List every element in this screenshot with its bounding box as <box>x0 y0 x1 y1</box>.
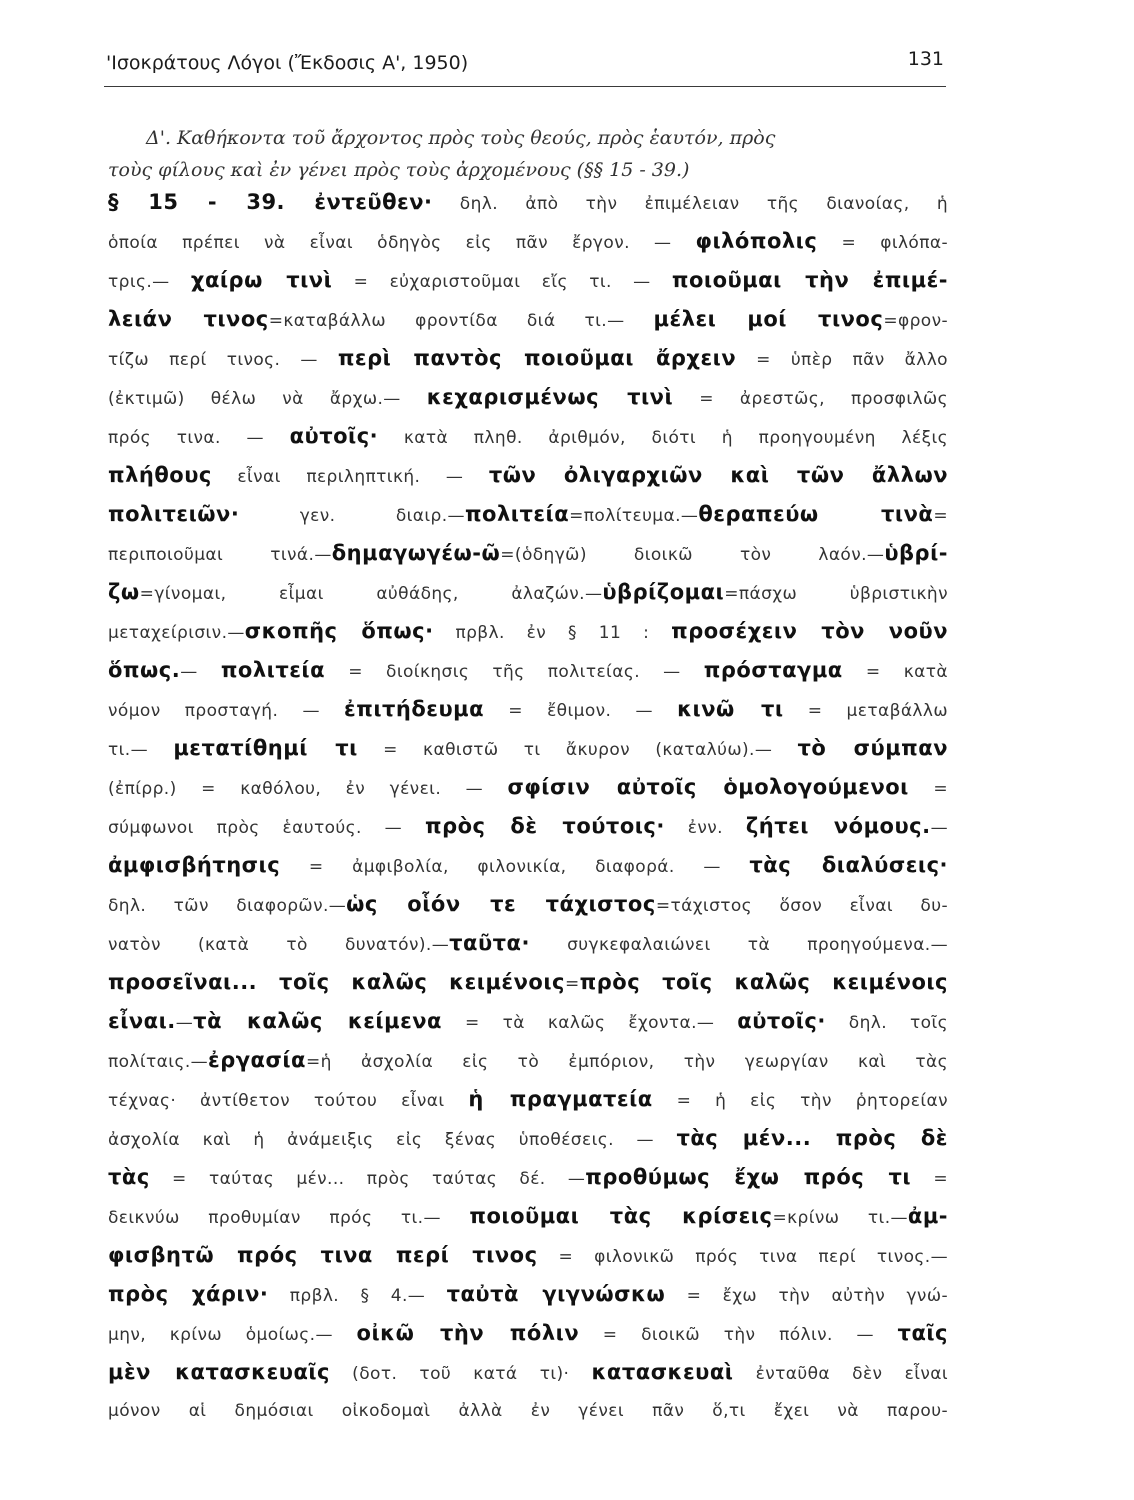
gloss-text: πρός τινα. — <box>108 428 290 448</box>
lemma-term: πρὸς τοῖς καλῶς κειμένοις <box>579 970 948 994</box>
gloss-text: εἶναι περιληπτική. — <box>211 467 489 487</box>
lemma-term: αὐτοῖς· <box>737 1009 826 1033</box>
gloss-text: = μεταβάλλω <box>783 701 948 721</box>
gloss-text: συγκεφαλαιώνει τὰ προηγούμενα.— <box>529 935 948 955</box>
lemma-term: προθύμως ἔχω πρός τι <box>585 1165 912 1189</box>
gloss-text: — <box>175 1013 194 1033</box>
lemma-term: ἐργασία <box>208 1048 306 1072</box>
text-line <box>108 1197 948 1236</box>
section-heading-line-2: τοὺς φίλους καὶ ἐν γένει πρὸς τοὺς ἀρχομένους (§§ 15 - 39.) <box>108 159 690 181</box>
lemma-term: μὲν κατασκευαῖς <box>108 1360 331 1384</box>
gloss-text: = ἀμφιβολία, φιλονικία, διαφορά. — <box>280 857 750 877</box>
lemma-term: σκοπῆς ὅπως· <box>244 619 434 643</box>
lemma-term: πλήθους <box>108 463 212 487</box>
gloss-text: (δοτ. τοῦ κατά τι)· <box>330 1364 592 1384</box>
lemma-term: μετατίθημί τι <box>173 736 358 760</box>
lemma-term: κινῶ τι <box>677 697 784 721</box>
lemma-term: ἀμφισβήτησις <box>108 853 281 877</box>
gloss-text: (ἐκτιμῶ) θέλω νὰ ἄρχω.— <box>108 389 427 409</box>
lemma-term: ὅπως. <box>108 658 181 682</box>
lemma-term: ταὐτὰ γιγνώσκω <box>446 1282 666 1306</box>
gloss-text: =φρον- <box>883 311 948 331</box>
lemma-term: ποιοῦμαι τὴν ἐπιμέ- <box>671 268 948 292</box>
gloss-text: ὁποία πρέπει νὰ εἶναι ὁδηγὸς εἰς πᾶν ἔργον. — <box>108 233 696 253</box>
header-rule <box>104 86 946 87</box>
lemma-term: προσεῖναι... τοῖς καλῶς κειμένοις <box>108 970 565 994</box>
lemma-term: τὰς διαλύσεις· <box>749 853 948 877</box>
section-heading-line-1: Δ'. Καθήκοντα τοῦ ἄρχοντος πρὸς τοὺς θεούς, πρὸς ἑαυτόν, πρὸς <box>146 127 776 149</box>
gloss-text: =(ὁδηγῶ) διοικῶ τὸν λαόν.— <box>500 545 885 565</box>
gloss-text: = <box>911 1169 948 1189</box>
text-line <box>108 1275 948 1314</box>
text-line <box>108 573 948 612</box>
text-line <box>108 729 948 768</box>
gloss-text: = φιλόπα- <box>817 233 949 253</box>
text-line <box>108 261 948 300</box>
gloss-text: τι.— <box>108 740 174 760</box>
text-line <box>108 1353 948 1392</box>
gloss-text: πρβλ. ἐν § 11 : <box>433 623 672 643</box>
gloss-text: = τὰ καλῶς ἔχοντα.— <box>442 1013 738 1033</box>
gloss-text: πρβλ. § 4.— <box>268 1286 447 1306</box>
lemma-term: λειάν τινος <box>108 307 269 331</box>
gloss-text: = <box>908 779 948 799</box>
gloss-text: περιποιοῦμαι τινά.— <box>108 545 332 565</box>
gloss-text: δηλ. τῶν διαφορῶν.— <box>108 896 347 916</box>
lemma-term: ὡς οἷόν τε τάχιστος <box>346 892 656 916</box>
gloss-text: τέχνας· ἀντίθετον τούτου εἶναι <box>108 1091 469 1111</box>
text-line <box>108 417 948 456</box>
gloss-text: = διοίκησις τῆς πολιτείας. — <box>325 662 704 682</box>
lemma-term: § 15 - 39. ἐντεῦθεν· <box>108 190 433 214</box>
gloss-text: γεν. διαιρ.— <box>239 506 465 526</box>
gloss-text: = κατὰ <box>842 662 948 682</box>
lemma-term: προσέχειν τὸν νοῦν <box>671 619 949 643</box>
gloss-text: νόμον προσταγή. — <box>108 701 345 721</box>
text-line <box>108 1002 948 1041</box>
gloss-text: μόνον αἱ δημόσιαι οἰκοδομαὶ ἀλλὰ ἐν γένει πᾶν ὅ,τι ἔχει νὰ παρου- <box>108 1401 948 1421</box>
gloss-text: =ἡ ἀσχολία εἰς τὸ ἐμπόριον, τὴν γεωργίαν καὶ τὰς <box>305 1052 948 1072</box>
lemma-term: ζήτει νόμους. <box>745 814 931 838</box>
lemma-term: δημαγωγέω-ῶ <box>331 541 501 565</box>
gloss-text: δεικνύω προθυμίαν πρός τι.— <box>108 1208 470 1228</box>
text-line <box>108 1314 948 1353</box>
text-line <box>108 183 948 222</box>
gloss-text: = εὐχαριστοῦμαι εἴς τι. — <box>332 272 672 292</box>
text-line <box>108 339 948 378</box>
lemma-term: οἰκῶ τὴν πόλιν <box>356 1321 580 1345</box>
lemma-term: φιλόπολις <box>695 229 818 253</box>
gloss-text: =κρίνω τι.— <box>772 1208 908 1228</box>
lemma-term: φισβητῶ πρός τινα περί τινος <box>108 1243 538 1267</box>
gloss-text: ἀσχολία καὶ ἡ ἀνάμειξις εἰς ξένας ὑποθέσεις. — <box>108 1130 677 1150</box>
lemma-term: ὑβρί- <box>884 541 948 565</box>
gloss-text: =πολίτευμα.— <box>569 506 699 526</box>
lemma-term: ζω <box>108 580 140 604</box>
gloss-text: = ἡ εἰς τὴν ῥητορείαν <box>652 1091 948 1111</box>
text-line <box>108 300 948 339</box>
section-heading <box>108 122 944 186</box>
gloss-text: κατὰ πληθ. ἀριθμόν, διότι ἡ προηγουμένη λέξις <box>378 428 948 448</box>
text-line <box>108 768 948 807</box>
text-line <box>108 846 948 885</box>
lemma-term: πρὸς χάριν· <box>108 1282 269 1306</box>
text-line <box>108 1236 948 1275</box>
lemma-term: πρόσταγμα <box>703 658 843 682</box>
text-line <box>108 924 948 963</box>
gloss-text: νατὸν (κατὰ τὸ δυνατόν).— <box>108 935 450 955</box>
lemma-term: τὰ καλῶς κείμενα <box>193 1009 442 1033</box>
text-line <box>108 612 948 651</box>
lemma-term: τὰς μέν... πρὸς δὲ <box>676 1126 948 1150</box>
lemma-term: ἐπιτήδευμα <box>344 697 485 721</box>
text-line <box>108 1119 948 1158</box>
gloss-text: μεταχείρισιν.— <box>108 623 245 643</box>
text-line <box>108 456 948 495</box>
gloss-text: (ἐπίρρ.) = καθόλου, ἐν γένει. — <box>108 779 508 799</box>
lemma-term: χαίρω τινὶ <box>190 268 333 292</box>
gloss-text: =τάχιστος ὅσον εἶναι δυ- <box>655 896 948 916</box>
running-title: 'Ισοκράτους Λόγοι (Ἔκδοσις Α', 1950) <box>106 52 469 74</box>
lemma-term: τῶν ὀλιγαρχιῶν καὶ τῶν ἄλλων <box>488 463 948 487</box>
lemma-term: σφίσιν αὐτοῖς ὁμολογούμενοι <box>507 775 909 799</box>
gloss-text: — <box>930 818 948 838</box>
text-line <box>108 807 948 846</box>
gloss-text: πολίταις.— <box>108 1052 209 1072</box>
gloss-text: = <box>564 974 580 994</box>
text-line <box>108 885 948 924</box>
gloss-text: = φιλονικῶ πρός τινα περί τινος.— <box>537 1247 948 1267</box>
lemma-term: ἀμ- <box>907 1204 949 1228</box>
lemma-term: τὰς <box>108 1165 150 1189</box>
lemma-term: μέλει μοί τινος <box>653 307 884 331</box>
page-number: 131 <box>907 48 944 70</box>
gloss-text: = καθιστῶ τι ἄκυρον (καταλύω).— <box>357 740 798 760</box>
text-line <box>108 1158 948 1197</box>
text-line <box>108 1392 948 1431</box>
gloss-text: — <box>180 662 221 682</box>
lemma-term: ποιοῦμαι τὰς κρίσεις <box>469 1204 773 1228</box>
gloss-text: =καταβάλλω φροντίδα διά τι.— <box>268 311 654 331</box>
gloss-text: = ἔθιμον. — <box>484 701 678 721</box>
text-line <box>108 651 948 690</box>
lemma-term: πολιτειῶν· <box>108 502 240 526</box>
lemma-term: ὑβρίζομαι <box>602 580 725 604</box>
lemma-term: πολιτεία <box>464 502 570 526</box>
gloss-text: μην, κρίνω ὁμοίως.— <box>108 1325 357 1345</box>
text-line <box>108 378 948 417</box>
text-line <box>108 1080 948 1119</box>
gloss-text: τίζω περί τινος. — <box>108 350 338 370</box>
gloss-text: =πάσχω ὑβριστικὴν <box>724 584 948 604</box>
text-line <box>108 690 948 729</box>
gloss-text: ἐνταῦθα δὲν εἶναι <box>733 1364 949 1384</box>
gloss-text: = ταύτας μέν... πρὸς ταύτας δέ. — <box>149 1169 586 1189</box>
gloss-text: σύμφωνοι πρὸς ἑαυτούς. — <box>108 818 425 838</box>
text-line <box>108 1041 948 1080</box>
gloss-text: =γίνομαι, εἶμαι αὐθάδης, ἀλαζών.— <box>139 584 603 604</box>
lemma-term: ἡ πραγματεία <box>468 1087 653 1111</box>
commentary-text <box>108 183 948 1431</box>
lemma-term: πολιτεία <box>220 658 326 682</box>
lemma-term: ταῦτα· <box>449 931 530 955</box>
lemma-term: περὶ παντὸς ποιοῦμαι ἄρχειν <box>337 346 737 370</box>
gloss-text: = ἀρεστῶς, προσφιλῶς <box>673 389 948 409</box>
gloss-text: δηλ. ἀπὸ τὴν ἐπιμέλειαν τῆς διανοίας, ἡ <box>432 194 948 214</box>
text-line <box>108 963 948 1002</box>
text-line <box>108 222 948 261</box>
lemma-term: αὐτοῖς· <box>289 424 379 448</box>
lemma-term: τὸ σύμπαν <box>797 736 949 760</box>
gloss-text: δηλ. τοῖς <box>825 1013 948 1033</box>
lemma-term: εἶναι. <box>108 1009 176 1033</box>
gloss-text: ἐνν. <box>664 818 746 838</box>
text-line <box>108 534 948 573</box>
text-line <box>108 495 948 534</box>
gloss-text: = διοικῶ τὴν πόλιν. — <box>579 1325 898 1345</box>
gloss-text: = ἔχω τὴν αὐτὴν γνώ- <box>665 1286 948 1306</box>
lemma-term: ταῖς <box>897 1321 949 1345</box>
lemma-term: κεχαρισμένως τινὶ <box>426 385 674 409</box>
gloss-text: = ὑπὲρ πᾶν ἄλλο <box>736 350 948 370</box>
gloss-text: = <box>933 506 949 526</box>
lemma-term: θεραπεύω τινὰ <box>698 502 934 526</box>
gloss-text: τρις.— <box>108 272 191 292</box>
lemma-term: πρὸς δὲ τούτοις· <box>424 814 665 838</box>
lemma-term: κατασκευαὶ <box>591 1360 734 1384</box>
